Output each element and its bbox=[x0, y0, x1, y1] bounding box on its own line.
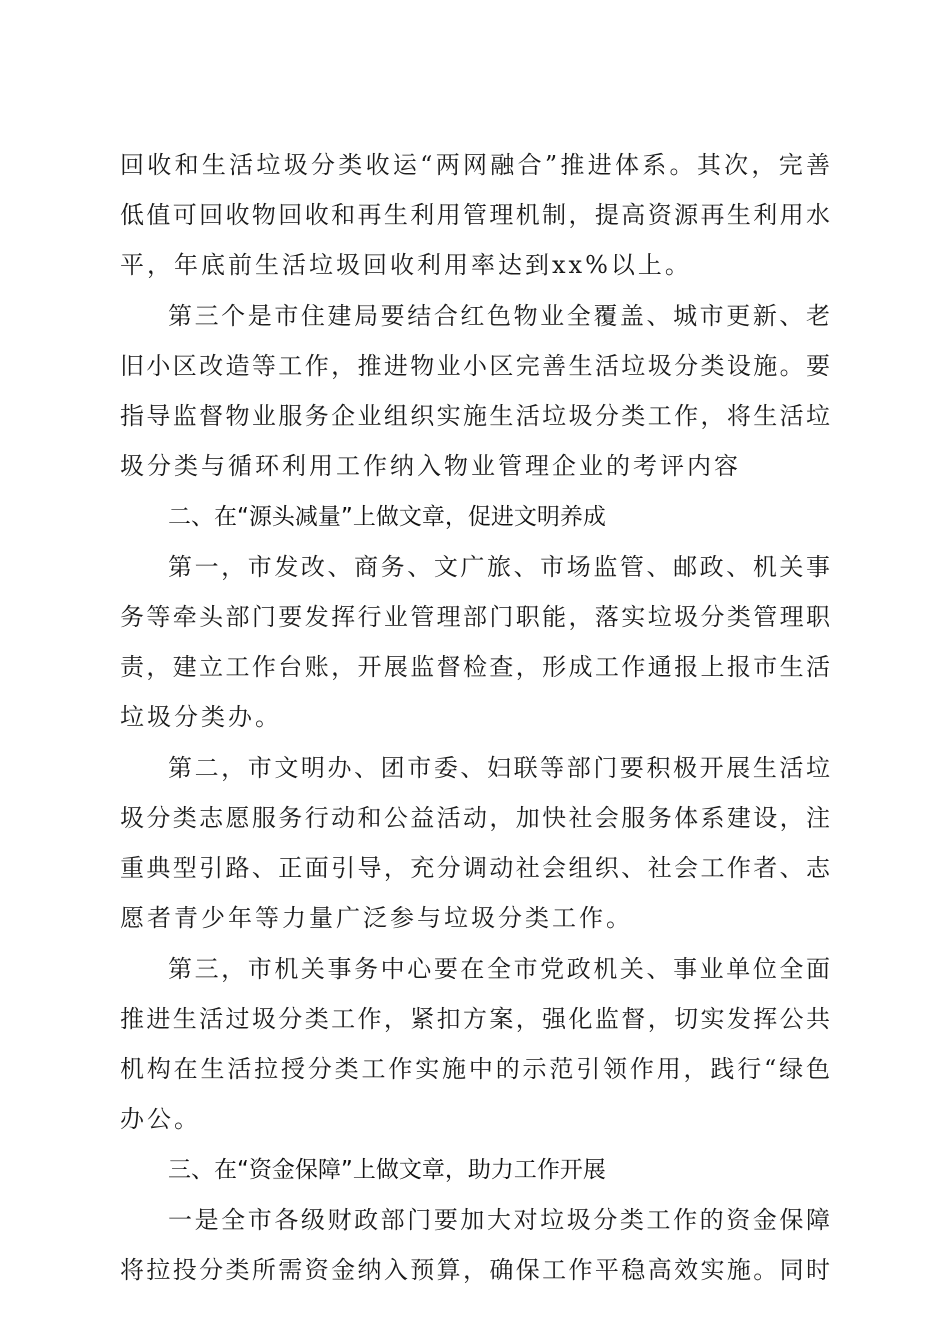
body-line: 低值可回收物回收和再生利用管理机制，提高资源再生利用水 bbox=[120, 201, 830, 229]
body-line: 务等牵头部门要发挥行业管理部门职能，落实垃圾分类管理职 bbox=[120, 603, 830, 631]
paragraph-first-line: 第一，市发改、商务、文广旅、市场监管、邮政、机关事 bbox=[168, 553, 830, 581]
paragraph-first-line: 第三个是市住建局要结合红色物业全覆盖、城市更新、老 bbox=[168, 302, 830, 330]
body-line: 垃圾分类办。 bbox=[120, 703, 282, 731]
body-line: 指导监督物业服务企业组织实施生活垃圾分类工作，将生活垃 bbox=[120, 402, 830, 430]
body-line: 回收和生活垃圾分类收运“两网融合”推进体系。其次，完善 bbox=[120, 151, 830, 179]
body-line: 责，建立工作台账，开展监督检查，形成工作通报上报市生活 bbox=[120, 653, 830, 681]
body-line: 将拉投分类所需资金纳入预算，确保工作平稳高效实施。同时 bbox=[120, 1256, 830, 1284]
body-line: 旧小区改造等工作，推进物业小区完善生活垃圾分类设施。要 bbox=[120, 352, 830, 380]
section-heading-3: 三、在“资金保障”上做文章，助力工作开展 bbox=[168, 1157, 606, 1183]
body-line: 办公。 bbox=[120, 1105, 201, 1133]
body-line: 平，年底前生活垃圾回收利用率达到xx%以上。 bbox=[120, 251, 692, 279]
body-line: 推进生活过圾分类工作，紧扣方案，强化监督，切实发挥公共 bbox=[120, 1005, 830, 1033]
body-line: 重典型引路、正面引导，充分调动社会组织、社会工作者、志 bbox=[120, 854, 830, 882]
paragraph-first-line: 第三，市机关事务中心要在全市党政机关、事业单位全面 bbox=[168, 955, 830, 983]
paragraph-first-line: 一是全市各级财政部门要加大对垃圾分类工作的资金保障 bbox=[168, 1206, 830, 1234]
section-heading-2: 二、在“源头减量”上做文章，促进文明养成 bbox=[168, 504, 606, 530]
body-line: 圾分类与循环利用工作纳入物业管理企业的考评内容 bbox=[120, 452, 741, 480]
paragraph-first-line: 第二，市文明办、团市委、妇联等部门要积极开展生活垃 bbox=[168, 754, 830, 782]
body-line: 圾分类志愿服务行动和公益活动，加快社会服务体系建设，注 bbox=[120, 804, 830, 832]
body-line: 愿者青少年等力量广泛参与垃圾分类工作。 bbox=[120, 904, 633, 932]
body-line: 机构在生活拉授分类工作实施中的示范引领作用，践行“绿色 bbox=[120, 1055, 830, 1083]
